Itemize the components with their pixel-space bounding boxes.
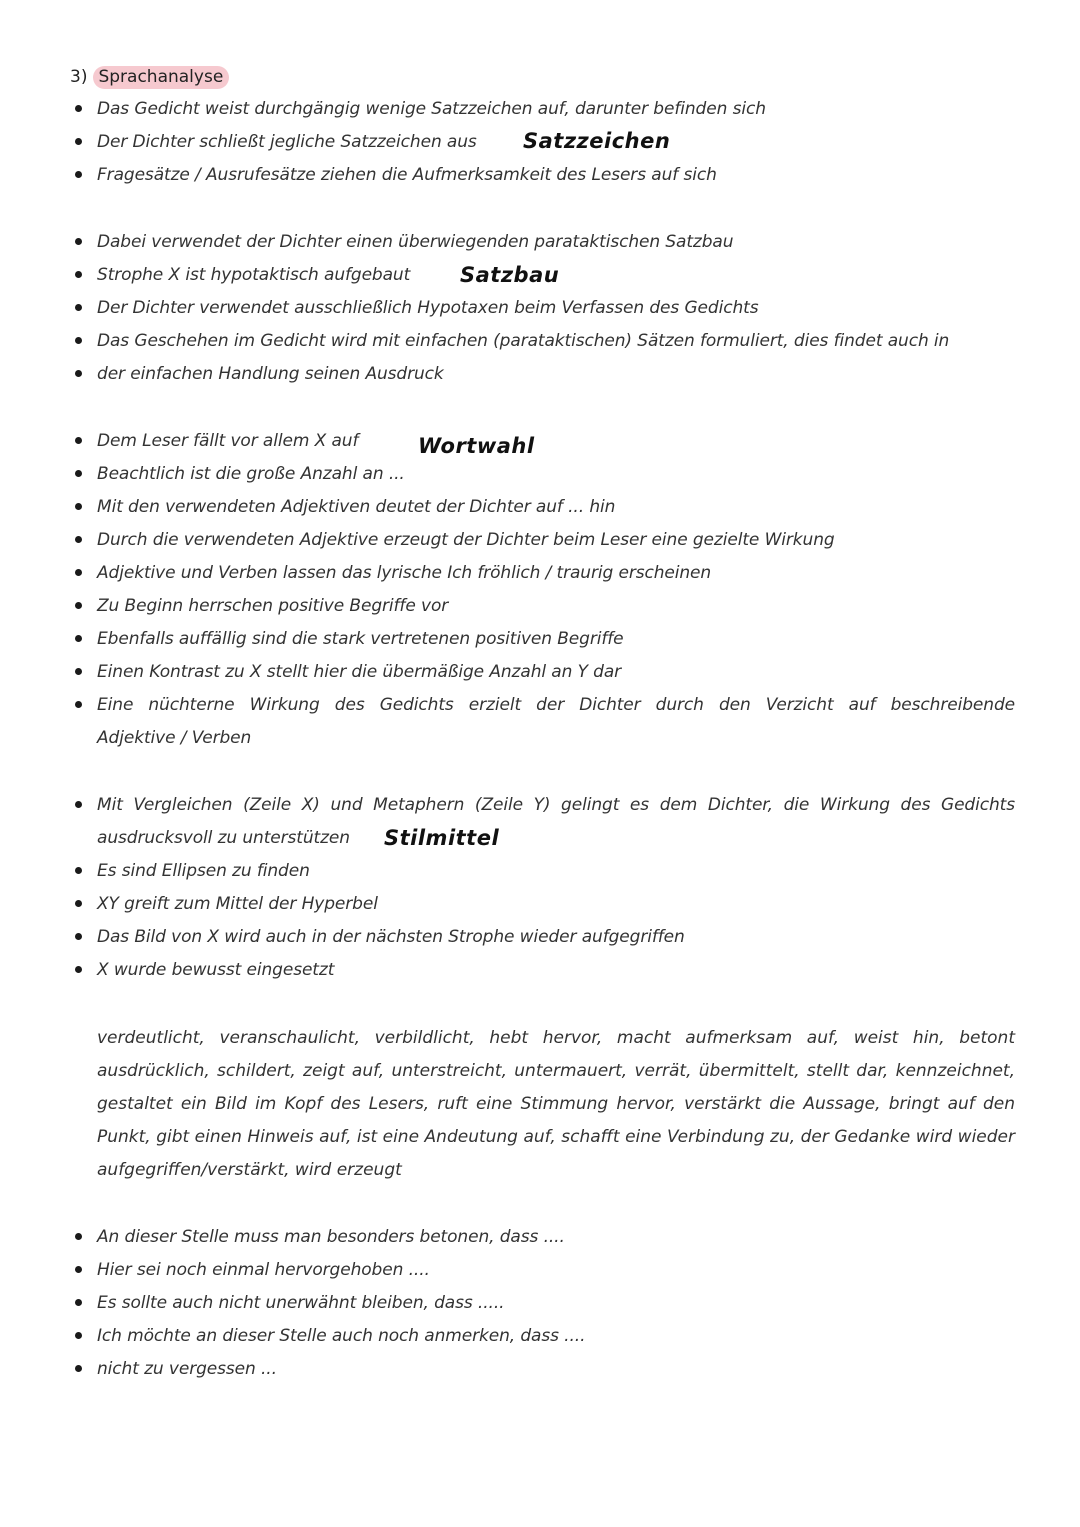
bullet-icon	[75, 966, 82, 973]
list-item: Der Dichter verwendet ausschließlich Hypotaxen beim Verfassen des Gedichts	[0, 292, 1080, 325]
list-item: XY greift zum Mittel der Hyperbel	[0, 888, 1080, 921]
bullet-icon	[75, 437, 82, 444]
list-item: Fragesätze / Ausrufesätze ziehen die Aufmerksamkeit des Lesers auf sich	[0, 159, 1080, 192]
list-item: nicht zu vergessen ...	[0, 1353, 1080, 1386]
bullet-icon	[75, 138, 82, 145]
bullet-icon	[75, 470, 82, 477]
list-item: Adjektive und Verben lassen das lyrische Ich fröhlich / traurig erscheinen	[0, 557, 1080, 590]
bullet-icon	[75, 569, 82, 576]
bullet-icon	[75, 271, 82, 278]
bullet-icon	[75, 1299, 82, 1306]
list-item: Zu Beginn herrschen positive Begriffe vor	[0, 590, 1080, 623]
bullet-icon	[75, 668, 82, 675]
handwritten-label-wortwahl: Wortwahl	[418, 434, 535, 458]
bullet-icon	[75, 337, 82, 344]
bullet-icon	[75, 304, 82, 311]
bullet-icon	[75, 370, 82, 377]
list-item: Ich möchte an dieser Stelle auch noch anmerken, dass ....	[0, 1320, 1080, 1353]
bullet-icon	[75, 867, 82, 874]
list-item: Mit den verwendeten Adjektiven deutet der Dichter auf ... hin	[0, 491, 1080, 524]
list-item: Mit Vergleichen (Zeile X) und Metaphern (Zeile Y) gelingt es dem Dichter, die Wirkung des Gedichts	[0, 789, 1080, 822]
handwritten-label-satzbau: Satzbau	[460, 263, 560, 287]
list-item: Das Bild von X wird auch in der nächsten Strophe wieder aufgegriffen	[0, 921, 1080, 954]
list-item-continuation: Adjektive / Verben	[97, 728, 252, 748]
bullet-icon	[75, 602, 82, 609]
bullet-icon	[75, 1332, 82, 1339]
bullet-icon	[75, 1365, 82, 1372]
bullet-icon	[75, 1266, 82, 1273]
bullet-icon	[75, 171, 82, 178]
list-item: Durch die verwendeten Adjektive erzeugt der Dichter beim Leser eine gezielte Wirkung	[0, 524, 1080, 557]
bullet-icon	[75, 701, 82, 708]
bullet-icon	[75, 238, 82, 245]
heading-title-highlighted: Sprachanalyse	[93, 66, 229, 89]
bullet-icon	[75, 536, 82, 543]
list-item: Das Gedicht weist durchgängig wenige Satzzeichen auf, darunter befinden sich	[0, 93, 1080, 126]
list-item: Hier sei noch einmal hervorgehoben ....	[0, 1254, 1080, 1287]
bullet-icon	[75, 1233, 82, 1240]
list-item: Einen Kontrast zu X stellt hier die übermäßige Anzahl an Y dar	[0, 656, 1080, 689]
list-item: X wurde bewusst eingesetzt	[0, 954, 1080, 987]
bullet-icon	[75, 503, 82, 510]
bullet-icon	[75, 801, 82, 808]
bullet-icon	[75, 900, 82, 907]
bullet-icon	[75, 635, 82, 642]
list-item: Dabei verwendet der Dichter einen überwiegenden parataktischen Satzbau	[0, 226, 1080, 259]
list-item: Der Dichter schließt jegliche Satzzeichen aus	[0, 126, 1080, 159]
list-item: Es sind Ellipsen zu finden	[0, 855, 1080, 888]
handwritten-label-stilmittel: Stilmittel	[384, 826, 500, 850]
list-item: Dem Leser fällt vor allem X auf	[0, 425, 1080, 458]
verbs-paragraph: verdeutlicht, veranschaulicht, verbildlicht, hebt hervor, macht aufmerksam auf, weist hin, betont ausdrücklich, schildert, zeigt auf, unterstreicht, untermauert, verrät, übermittelt, stellt dar, kennzeichnet, gestaltet ein Bild im Kopf des Lesers, ruft eine Stimmung hervor, verstärkt die Aussage, bringt auf den Punkt, gibt einen Hinweis auf, ist eine Andeutung auf, schafft eine Verbindung zu, der Gedanke wird wieder aufgegriffen/verstärkt, wird erzeugt	[97, 1028, 1015, 1180]
list-item: der einfachen Handlung seinen Ausdruck	[0, 358, 1080, 391]
section-heading	[70, 64, 229, 90]
list-item-continuation: ausdrucksvoll zu unterstützen	[97, 828, 350, 848]
list-item: Eine nüchterne Wirkung des Gedichts erzielt der Dichter durch den Verzicht auf beschreibende	[0, 689, 1080, 722]
heading-number: 3)	[70, 67, 88, 87]
list-item: An dieser Stelle muss man besonders betonen, dass ....	[0, 1221, 1080, 1254]
list-item: Strophe X ist hypotaktisch aufgebaut	[0, 259, 1080, 292]
list-item: Das Geschehen im Gedicht wird mit einfachen (parataktischen) Sätzen formuliert, dies findet auch in	[0, 325, 1080, 358]
list-item: Beachtlich ist die große Anzahl an ...	[0, 458, 1080, 491]
handwritten-label-satzzeichen: Satzzeichen	[523, 129, 671, 153]
list-item: Es sollte auch nicht unerwähnt bleiben, dass .....	[0, 1287, 1080, 1320]
bullet-icon	[75, 933, 82, 940]
list-item: Ebenfalls auffällig sind die stark vertretenen positiven Begriffe	[0, 623, 1080, 656]
bullet-icon	[75, 105, 82, 112]
